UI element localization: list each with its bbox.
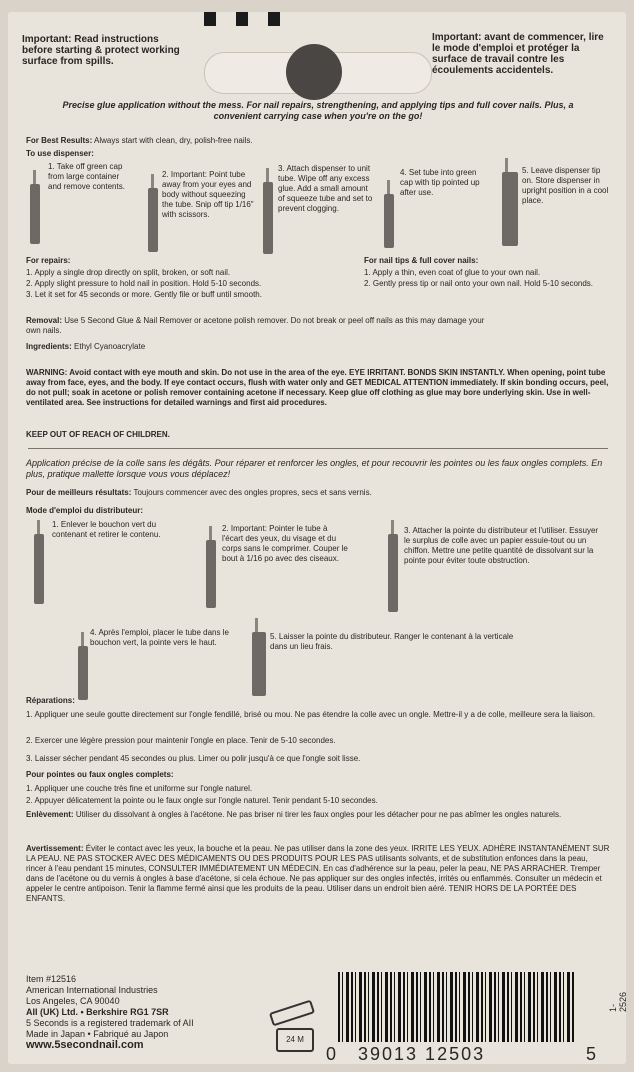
warning-en: WARNING: Avoid contact with eye mouth and skin. Do not use in the area of the eye. EYE IRRITANT. BONDS SKIN INSTANTLY. When opening, point tube away from face, eyes, and the body. If eye contact occurs, flush with water only and GET MEDICAL ATTENTION immediately. If skin bonding occurs, peel, do not pull; soak in acetone or polish remover containing acetone if necessary. Keep glue off clothing as glue may bore underlying skin. Use in well-ventilated area. See instructions for detailed warnings and first aid procedures. — [26, 368, 609, 407]
website-url: www.5secondnail.com — [26, 1039, 144, 1051]
tips-step-fr-2: 2. Appuyer délicatement la pointe ou le faux ongle sur l'ongle naturel. Tenir pendant 5-10 secondes. — [26, 796, 378, 805]
side-code: 1-2526 — [608, 991, 628, 1012]
repairs-heading: For repairs: — [26, 256, 71, 265]
warning-fr: Avertissement: Éviter le contact avec les yeux, la bouche et la peau. Ne pas utiliser dans la zone des yeux. IRRITE LES YEUX. ADHÈRE INSTANTANÉMENT SUR LA PEAU. NE PAS STOCKER AVEC DES MÉDICAMENTS OU DES PRODUITS POUR LES PAS utilisants solvants, et de substitution enfonces dans la peau, rincer à l'eau pendant 15 minutes, CONSULTER IMMÉDIATEMENT UN MÉDECIN. En cas d'adhérence sur la peau, peler la peau, NE PAS ARRACHER. Tremper dans de l'acétone ou du vernis à ongles à base d'acétone, si cela échoue. Ne pas appliquer sur des ongles infectés, irrités ou enflammés. Consulter un médecin et appeler le centre antipoison. Tenir la flamme fermé ainsi que les produits de la peau. Utiliser dans un endroit bien aéré. TENIR HORS DE LA PORTÉE DES ENFANTS. — [26, 844, 610, 903]
manufacturer-block — [26, 974, 266, 1051]
important-fr: Important: avant de commencer, lire le mode d'emploi et protéger la surface de travail contre les écoulements accidentels. — [432, 32, 604, 76]
tips-heading: For nail tips & full cover nails: — [364, 256, 479, 265]
hanger-tabs — [204, 12, 280, 26]
tube-icon — [34, 534, 44, 604]
repair-step-1: 1. Apply a single drop directly on split, broken, or soft nail. — [26, 268, 231, 277]
tube-icon — [206, 540, 216, 608]
tube-icon — [148, 188, 158, 252]
tagline-fr: Application précise de la colle sans les dégâts. Pour réparer et renforcer les ongles, et pour recouvrir les pointes ou les faux ongles complets. En plus, pratique mallette lorsque vous vous déplacez! — [26, 458, 603, 479]
made-in: Made in Japan • Fabriqué au Japon — [26, 1029, 169, 1039]
dispenser-step-2: 2. Important: Point tube away from your eyes and body without squeezing the tube. Snip off tip 1/16" with scissors. — [162, 170, 254, 219]
upright-dispenser-icon — [252, 632, 266, 696]
tube-in-cap-icon — [384, 194, 394, 248]
tips-step-2: 2. Gently press tip or nail onto your own nail. Hold 5-10 seconds. — [364, 279, 594, 288]
dispenser-step-1: 1. Take off green cap from large container and remove contents. — [48, 162, 125, 191]
upc-digits: 39013 12503 — [358, 1044, 486, 1064]
important-en: Important: Read instructions before starting & protect working surface from spills. — [22, 34, 180, 67]
best-results: For Best Results: Always start with clean, dry, polish-free nails. — [26, 136, 253, 145]
upc-barcode — [338, 972, 576, 1042]
upright-dispenser-icon — [502, 172, 518, 246]
tube-icon — [30, 184, 40, 244]
dispenser-step-fr-2: 2. Important: Pointer le tube à l'écart des yeux, du visage et du corps sans le comprimer. Couper le bout à 1/16 po avec des ciseaux. — [222, 524, 348, 563]
pao-jar-icon: 24 M — [276, 1028, 314, 1052]
best-results-fr: Pour de meilleurs résultats: Toujours commencer avec des ongles propres, secs et sans vernis. — [26, 488, 372, 497]
repair-step-2: 2. Apply slight pressure to hold nail in position. Hold 5-10 seconds. — [26, 279, 262, 288]
dispenser-icon — [388, 534, 398, 612]
dispenser-step-fr-1: 1. Enlever le bouchon vert du contenant et retirer le contenu. — [52, 520, 161, 539]
company-name: American International Industries — [26, 985, 158, 995]
tips-step-fr-1: 1. Appliquer une couche très fine et uniforme sur l'ongle naturel. — [26, 784, 253, 793]
section-divider — [28, 448, 608, 449]
repair-step-fr-1: 1. Appliquer une seule goutte directement sur l'ongle fendillé, brisé ou mou. Ne pas étendre la colle avec un ongle. Mettre-il y a de colle, meilleure sera la liaison. — [26, 710, 595, 719]
dispenser-heading-fr: Mode d'emploi du distributeur: — [26, 506, 144, 515]
repairs-heading-fr: Réparations: — [26, 696, 75, 705]
tips-heading-fr: Pour pointes ou faux ongles complets: — [26, 770, 174, 779]
upc-digit-right: 5 — [586, 1044, 599, 1064]
removal: Removal: Use 5 Second Glue & Nail Remover or acetone polish remover. Do not break or peel off nails as this may damage your own nails. — [26, 316, 485, 335]
repair-step-fr-3: 3. Laisser sécher pendant 45 secondes ou plus. Limer ou polir jusqu'à ce que l'ongle soit lisse. — [26, 754, 361, 763]
ingredients: Ingredients: Ethyl Cyanoacrylate — [26, 342, 146, 351]
packaging-back-card — [8, 12, 626, 1064]
company-city: Los Angeles, CA 90040 — [26, 996, 120, 1006]
tube-in-cap-icon — [78, 646, 88, 700]
repair-step-3: 3. Let it set for 45 seconds or more. Gently file or buff until smooth. — [26, 290, 262, 299]
tagline-en: Precise glue application without the mess. For nail repairs, strengthening, and applying tips and full cover nails. Plus, a convenient carrying case when you're on the go! — [62, 100, 574, 121]
upc-digit-left: 0 — [326, 1044, 339, 1064]
dispenser-heading: To use dispenser: — [26, 149, 94, 158]
dispenser-step-fr-5: 5. Laisser la pointe du distributeur. Ranger le contenant à la verticale dans un lieu frais. — [270, 632, 514, 651]
uk-address: AII (UK) Ltd. • Berkshire RG1 7SR — [26, 1007, 169, 1017]
dispenser-step-3: 3. Attach dispenser to unit tube. Wipe off any excess glue. Add a small amount of squeeze tube and set to prevent clogging. — [278, 164, 373, 213]
item-number: Item #12516 — [26, 974, 77, 984]
removal-fr: Enlèvement: Utiliser du dissolvant à ongles à l'acétone. Ne pas briser ni tirer les faux ongles pour les détacher pour ne pas abîmer les ongles naturels. — [26, 810, 562, 819]
repair-step-fr-2: 2. Exercer une légère pression pour maintenir l'ongle en place. Tenir de 5-10 secondes. — [26, 736, 336, 745]
dispenser-step-4: 4. Set tube into green cap with tip pointed up after use. — [400, 168, 480, 197]
dispenser-step-5: 5. Leave dispenser tip on. Store dispenser in upright position in a cool place. — [522, 166, 609, 205]
hang-hole — [286, 44, 342, 100]
pao-lid-icon — [269, 1000, 315, 1027]
dispenser-step-fr-3: 3. Attacher la pointe du distributeur et l'utiliser. Essuyer le surplus de colle avec un papier essuie-tout ou un chiffon. Mettre une petite quantité de dissolvant sur la pointe pour éviter toute obstruction. — [404, 526, 599, 565]
dispenser-step-fr-4: 4. Après l'emploi, placer le tube dans le bouchon vert, la pointe vers le haut. — [90, 628, 229, 647]
keep-away-warning: KEEP OUT OF REACH OF CHILDREN. — [26, 430, 170, 439]
tips-step-1: 1. Apply a thin, even coat of glue to your own nail. — [364, 268, 541, 277]
trademark-note: 5 Seconds is a registered trademark of AII — [26, 1018, 194, 1028]
dispenser-icon — [263, 182, 273, 254]
